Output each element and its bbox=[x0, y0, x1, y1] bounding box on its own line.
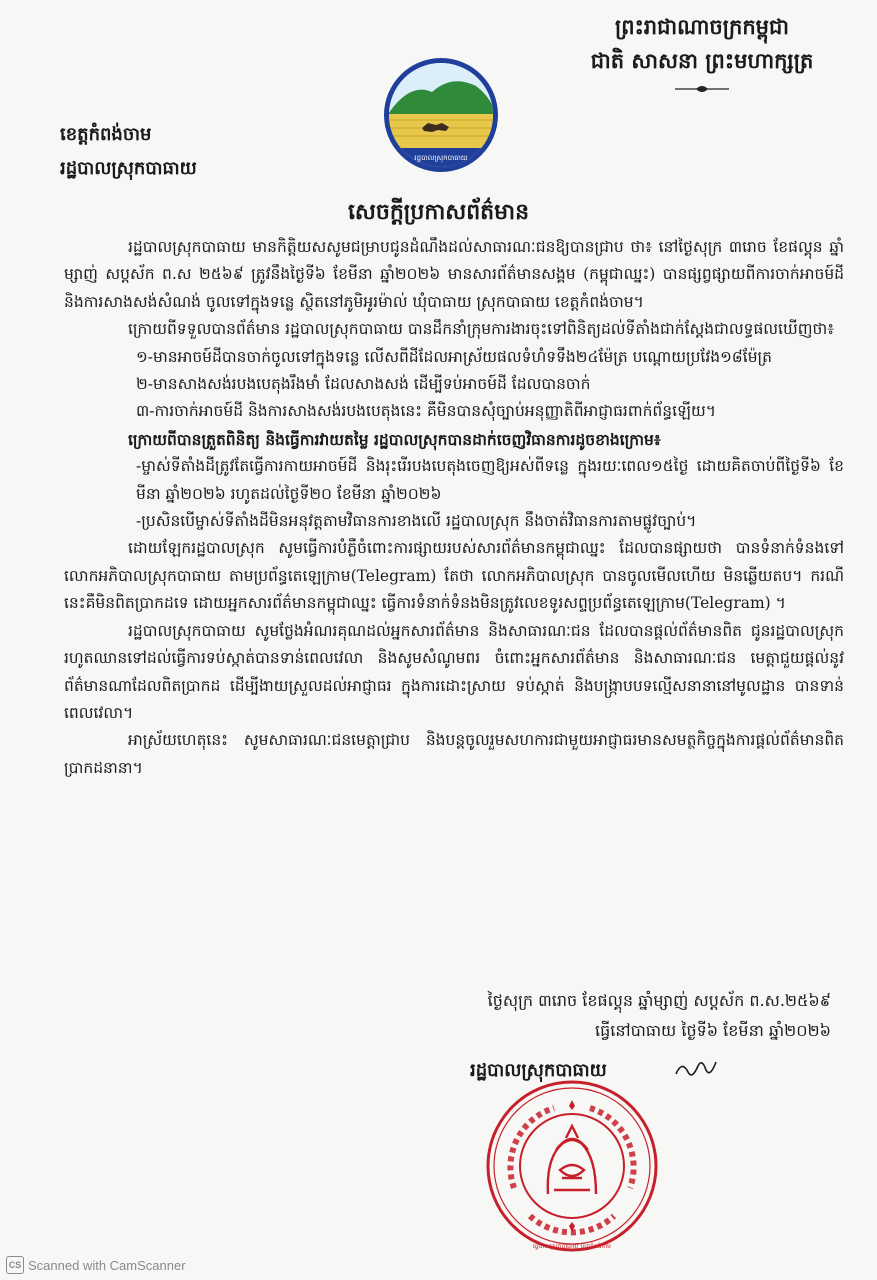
district-admin-name: រដ្ឋបាលស្រុកបាធាយ bbox=[60, 158, 197, 179]
signatory-name: រដ្ឋបាលស្រុកបាធាយ bbox=[470, 1060, 607, 1081]
logo-caption: រដ្ឋបាលស្រុកបាធាយ bbox=[414, 154, 468, 162]
signature-mark bbox=[670, 1054, 720, 1084]
finding-item-3: ៣-ការចាក់អាចម៍ដី និងការសាងសង់របងបេតុងនេះ គឺមិនបានសុំច្បាប់អនុញ្ញាតិពីអាជ្ញាធរពាក់ព័ន្ធឡើយ។ bbox=[136, 402, 716, 421]
paragraph-measures-heading: ក្រោយពីបានត្រួតពិនិត្យ និងធ្វើការវាយតម្លៃ រដ្ឋបាលស្រុកបានដាក់ចេញវិធានការដូចខាងក្រោម៖ bbox=[128, 429, 661, 449]
document-body bbox=[64, 234, 844, 782]
scanner-text: Scanned with CamScanner bbox=[28, 1257, 186, 1273]
paragraph-intro: រដ្ឋបាលស្រុកបាធាយ មានកិត្តិយសសូមជម្រាបជូនដំណឹងដល់សាធារណៈជនឱ្យបានជ្រាប ថា៖ នៅថ្ងៃសុក្រ ៣រោច ខែផល្គុន ឆ្នាំម្សាញ់ សប្តស័ក ព.ស ២៥៦៩ ត្រូវនឹងថ្ងៃទី៦ ខែមីនា ឆ្នាំ២០២៦ មានសារព័ត៌មានសង្គម (កម្ពុជាឈ្នះ) បានផ្សព្វផ្សាយពីការចាក់អាចម៍ដី និងការសាងសង់សំណង់ ចូលទៅក្នុងទន្លេ ស្ថិតនៅភូមិអូរម៉ាល់ ឃុំបាធាយ ស្រុកបាធាយ ខេត្តកំពង់ចាម។ bbox=[64, 238, 844, 311]
stamp-text: រដ្ឋបាលស្រុកបាធាយ ខេត្តកំពង់ចាម bbox=[533, 1243, 611, 1250]
province-name: ខេត្តកំពង់ចាម bbox=[60, 124, 152, 145]
national-motto: ជាតិ សាសនា ព្រះមហាក្សត្រ bbox=[590, 49, 814, 73]
measure-item-2: -ប្រសិនបើម្ចាស់ទីតាំងដីមិនអនុវត្តតាមវិធានការខាងលើ រដ្ឋបាលស្រុក នឹងចាត់វិធានការតាមផ្លូវច្បាប់។ bbox=[136, 512, 697, 531]
document-title: សេចក្តីប្រកាសព័ត៌មាន bbox=[347, 200, 530, 225]
closing-dates bbox=[488, 986, 831, 1046]
finding-item-2: ២-មានសាងសង់របងបេតុងរឹងមាំ ដែលសាងសង់ ដើម្បីទប់អាចម៍ដី ដែលបានចាក់ bbox=[136, 375, 591, 394]
lunar-date: ថ្ងៃសុក្រ ៣រោច ខែផល្គុន ឆ្នាំម្សាញ់ សប្តស័ក ព.ស.២៥៦៩ bbox=[487, 991, 831, 1010]
finding-item-1: ១-មានអាចម៍ដីបានចាក់ចូលទៅក្នុងទន្លេ លើសពីដីដែលអាស្រ័យផលទំហំទទឹង២៤ម៉ែត្រ បណ្តោយប្រវែង១៨ម៉ែត្រ bbox=[136, 347, 772, 366]
scanner-watermark bbox=[6, 1256, 186, 1274]
paragraph-clarification: ដោយឡែករដ្ឋបាលស្រុក សូមធ្វើការបំភ្លឺចំពោះការផ្សាយរបស់សារព័ត៌មានកម្ពុជាឈ្នះ ដែលបានផ្សាយថា បានទំនាក់ទំនងទៅលោកអភិបាលស្រុកបាធាយ តាមប្រព័ន្ធតេឡេក្រាម(Telegram) តែថា លោកអភិបាលស្រុក បានចូលមើលហើយ មិនឆ្លើយតប។ ករណីនេះគឺមិនពិតប្រាកដទេ ដោយអ្នកសារព័ត៌មានកម្ពុជាឈ្នះ ធ្វើការទំនាក់ទំនងមិនត្រូវលេខទូរសព្ទប្រព័ន្ធតេឡេក្រាម(Telegram) ។ bbox=[64, 539, 844, 613]
official-seal-stamp bbox=[484, 1078, 660, 1254]
paragraph-conclusion: អាស្រ័យហេតុនេះ សូមសាធារណៈជនមេត្តាជ្រាប និងបន្តចូលរួមសហការជាមួយអាជ្ញាធរមានសមត្ថកិច្ចក្នុងការផ្តល់ព័ត៌មានពិតប្រាកដនានា។ bbox=[64, 731, 844, 777]
camscanner-logo-icon: CS bbox=[6, 1256, 24, 1274]
district-emblem-logo bbox=[382, 56, 500, 174]
national-header bbox=[567, 10, 837, 94]
place-and-date: ធ្វើនៅបាធាយ ថ្ងៃទី៦ ខែមីនា ឆ្នាំ២០២៦ bbox=[595, 1021, 831, 1040]
paragraph-inspection: ក្រោយពីទទួលបានព័ត៌មាន រដ្ឋបាលស្រុកបាធាយ បានដឹកនាំក្រុមការងារចុះទៅពិនិត្យដល់ទីតាំងជាក់ស្តែងជាលទ្ធផលឃើញថា៖ bbox=[128, 320, 835, 339]
ornament-divider-icon bbox=[675, 84, 729, 94]
measure-item-1: -ម្ចាស់ទីតាំងដីត្រូវតែធ្វើការកាយអាចម៍ដី និងរុះរើរបងបេតុងចេញឱ្យអស់ពីទន្លេ ក្នុងរយៈពេល១៥ថ្ងៃ ដោយគិតចាប់ពីថ្ងៃទី៦ ខែមីនា ឆ្នាំ២០២៦ រហូតដល់ថ្ងៃទី២០ ខែមីនា ឆ្នាំ២០២៦ bbox=[136, 457, 844, 503]
paragraph-thanks: រដ្ឋបាលស្រុកបាធាយ សូមថ្លែងអំណរគុណដល់អ្នកសារព័ត៌មាន និងសាធារណៈជន ដែលបានផ្តល់ព័ត៌មានពិត ជូនរដ្ឋបាលស្រុក រហូតឈានទៅដល់ធ្វើការទប់ស្កាត់បានទាន់ពេលវេលា និងសូមសំណូមពរ ចំពោះអ្នកសារព័ត៌មាន និងសាធារណៈជន មេត្តាជួយផ្តល់នូវព័ត៌មានណាដែលពិតប្រាកដ ដើម្បីងាយស្រួលដល់អាជ្ញាធរ ក្នុងការដោះស្រាយ ទប់ស្កាត់ និងបង្ក្រាបបទល្មើសនានានៅមូលដ្ឋាន បានទាន់ពេលវេលា។ bbox=[64, 621, 844, 722]
issuing-authority bbox=[60, 118, 197, 186]
kingdom-title: ព្រះរាជាណាចក្រកម្ពុជា bbox=[614, 15, 789, 39]
